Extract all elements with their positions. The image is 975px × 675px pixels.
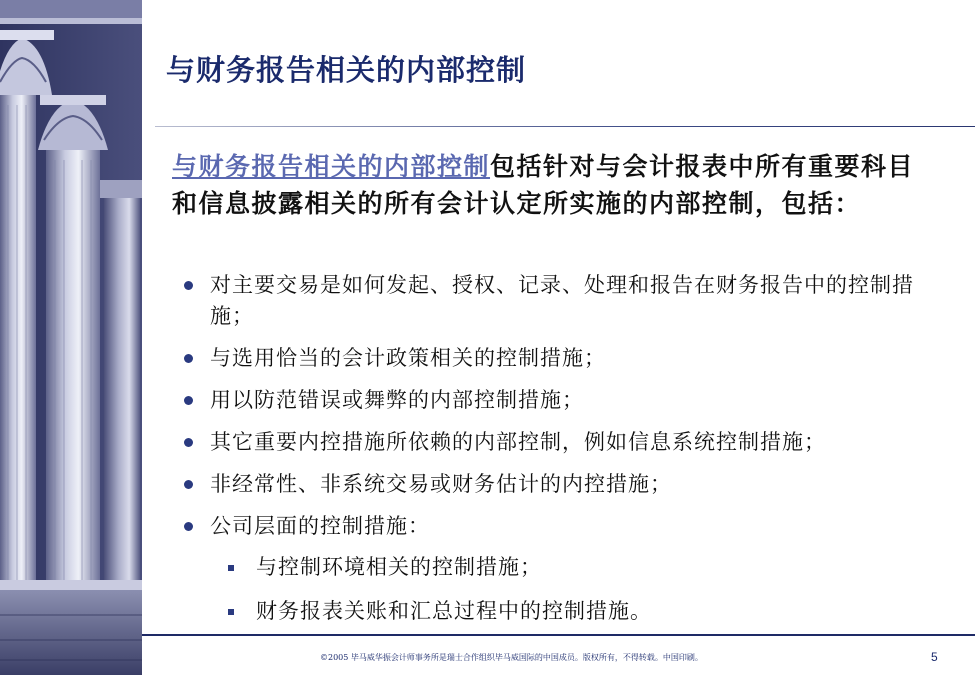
list-item [180,469,940,500]
sub-bullet-list [210,552,940,627]
square-bullet-icon [228,609,234,615]
list-item [180,511,940,627]
page-number: 5 [931,650,938,664]
list-item [180,427,940,458]
page-title: 与财务报告相关的内部控制 [166,53,527,87]
bullet-list [180,270,940,640]
list-item [180,270,940,332]
list-item-text: 对主要交易是如何发起、授权、记录、处理和报告在财务报告中的控制措施； [210,273,914,328]
title-divider [155,126,975,127]
bullet-dot-icon [184,354,193,363]
footer-divider [142,634,975,636]
list-item-text: 非经常性、非系统交易或财务估计的内控措施； [210,472,672,496]
sub-list-item [210,552,940,583]
sub-list-item-text: 财务报表关账和汇总过程中的控制措施。 [256,599,652,623]
sub-list-item-text: 与控制环境相关的控制措施； [256,555,542,579]
list-item-text: 与选用恰当的会计政策相关的控制措施； [210,346,606,370]
sub-list-item [210,596,940,627]
copyright-footer: ©2005 毕马威华振会计师事务所是瑞士合作组织毕马威国际的中国成员。版权所有，不得转载。中国印刷。 [320,653,703,662]
square-bullet-icon [228,565,234,571]
bullet-dot-icon [184,396,193,405]
list-item-text: 用以防范错误或舞弊的内部控制措施； [210,388,584,412]
intro-text: 包括针对与会计报表中所有重要科目和信息披露相关的所有会计认定所实施的内部控制，包括： [172,152,915,218]
intro-term: 与财务报告相关的内部控制 [172,152,491,181]
list-item [180,343,940,374]
list-item-text: 其它重要内控措施所依赖的内部控制，例如信息系统控制措施； [210,430,826,454]
bullet-dot-icon [184,438,193,447]
intro-paragraph [172,148,932,222]
list-item-text: 公司层面的控制措施： [210,514,430,538]
bullet-dot-icon [184,480,193,489]
list-item [180,385,940,416]
columns-image [0,0,142,675]
bullet-dot-icon [184,522,193,531]
bullet-dot-icon [184,281,193,290]
